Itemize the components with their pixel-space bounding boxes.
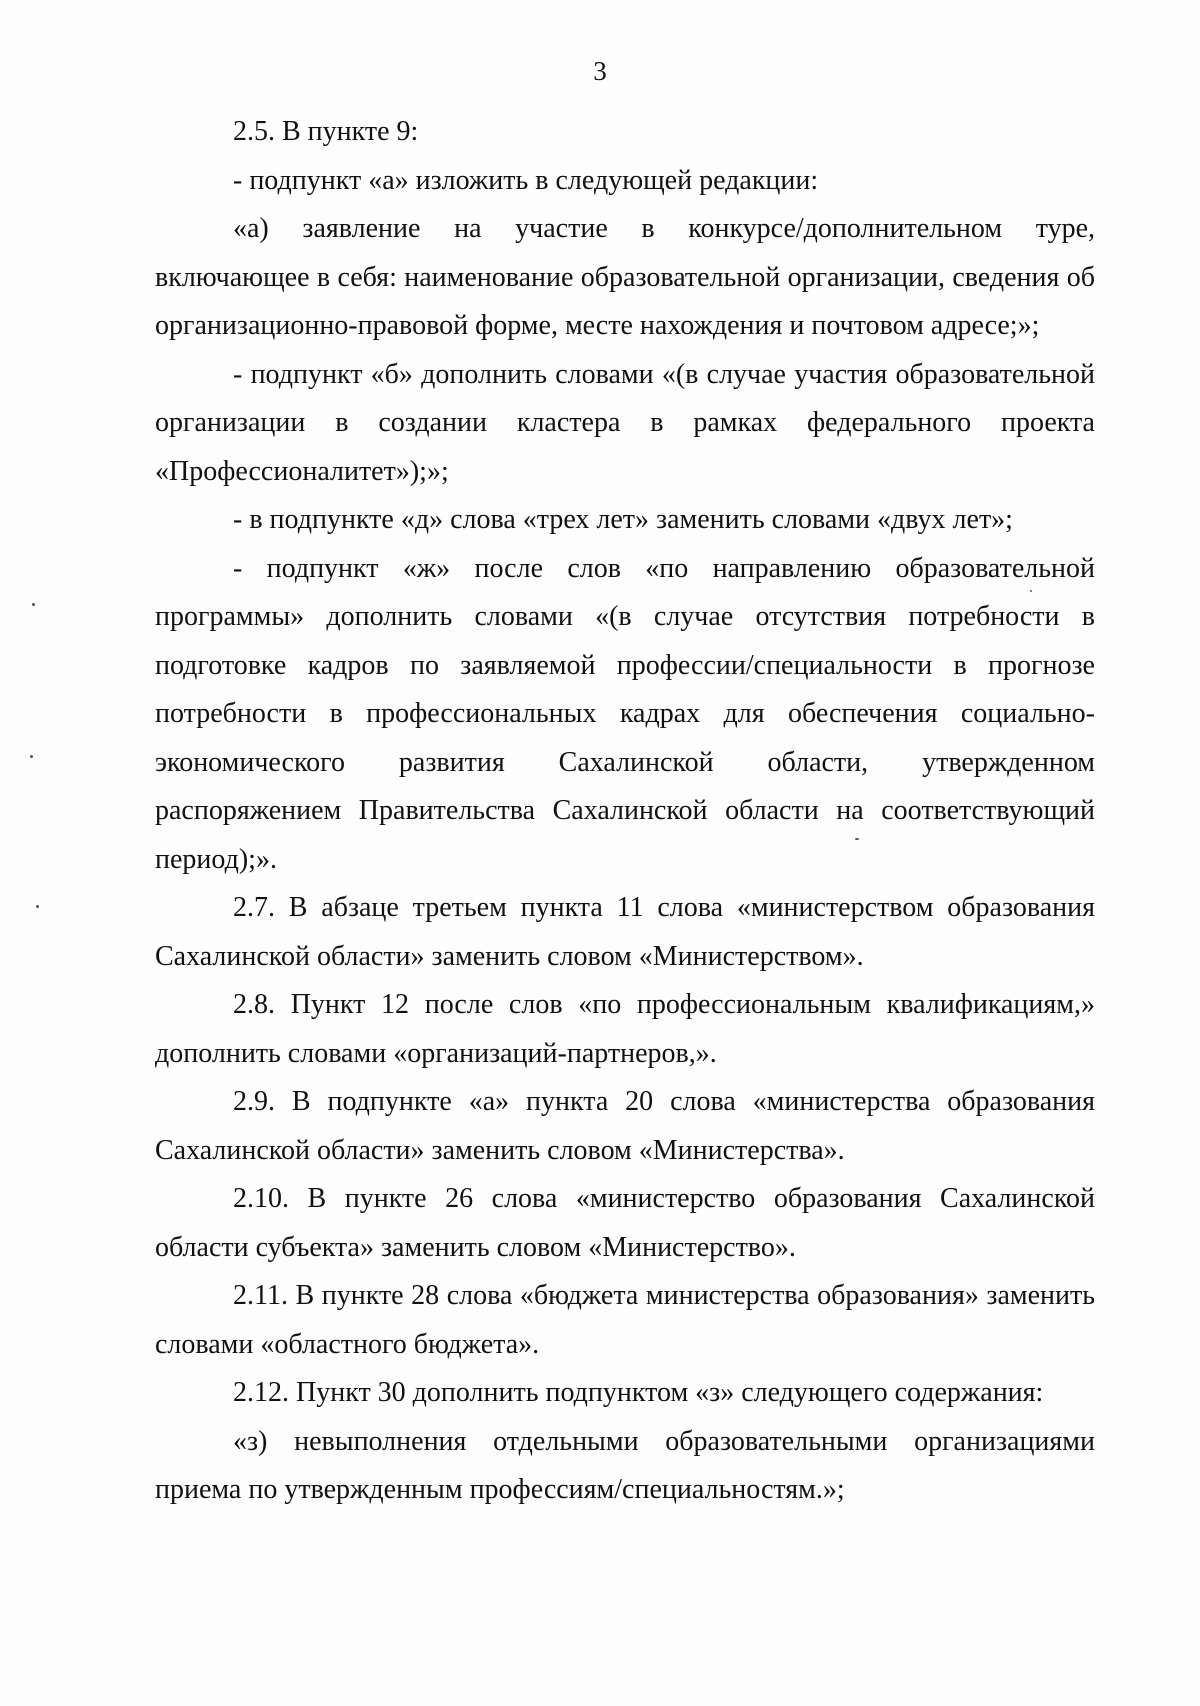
paragraph-2-11: 2.11. В пункте 28 слова «бюджета министерства образования» заменить словами «областного бюджета».: [155, 1280, 1095, 1360]
paragraph-subitem-z-text: «з) невыполнения отдельными образовательными организациями приема по утвержденным профессиям/специальностям.»;: [155, 1425, 1095, 1505]
paragraph-2-8: 2.8. Пункт 12 после слов «по профессиональным квалификациям,» дополнить словами «организаций-партнеров,».: [155, 989, 1095, 1069]
paragraph-subitem-a-text: «а) заявление на участие в конкурсе/дополнительном туре, включающее в себя: наименование образовательной организации, сведения об организационно-правовой форме, месте нахождения и почтовом адресе;»;: [155, 213, 1095, 341]
scan-speck: [1030, 590, 1032, 592]
paragraph-2-12: 2.12. Пункт 30 дополнить подпунктом «з» следующего содержания:: [233, 1377, 1044, 1408]
paragraph-subitem-d: - в подпункте «д» слова «трех лет» заменить словами «двух лет»;: [233, 504, 1013, 535]
scan-speck: [30, 755, 33, 758]
paragraph-2-9: 2.9. В подпункте «а» пункта 20 слова «министерства образования Сахалинской области» заменить словом «Министерства».: [155, 1086, 1095, 1166]
paragraph-subitem-b: - подпункт «б» дополнить словами «(в случае участия образовательной организации в создании кластера в рамках федерального проекта «Профессионалитет»);»;: [155, 358, 1095, 487]
scan-speck: [32, 603, 35, 606]
scan-speck: [855, 838, 859, 840]
page-number: 3: [593, 56, 607, 86]
document-body: [155, 108, 1095, 1515]
paragraph-subitem-a: - подпункт «а» изложить в следующей редакции:: [233, 164, 819, 196]
scan-speck: [36, 905, 39, 908]
paragraph-2-10: 2.10. В пункте 26 слова «министерство образования Сахалинской области субъекта» заменить словом «Министерство».: [155, 1183, 1095, 1263]
paragraph-2-5: 2.5. В пункте 9:: [233, 116, 419, 147]
paragraph-subitem-zh: - подпункт «ж» после слов «по направлению образовательной программы» дополнить словами «(в случае отсутствия потребности в подготовке кадров по заявляемой профессии/специальности в прогнозе потребности в профессиональных кадрах для обеспечения социально-экономического развития Сахалинской области, утвержденном распоряжением Правительства Сахалинской области на соответствующий период);».: [155, 552, 1095, 875]
paragraph-2-7: 2.7. В абзаце третьем пункта 11 слова «министерством образования Сахалинской области» заменить словом «Министерством».: [155, 892, 1095, 972]
